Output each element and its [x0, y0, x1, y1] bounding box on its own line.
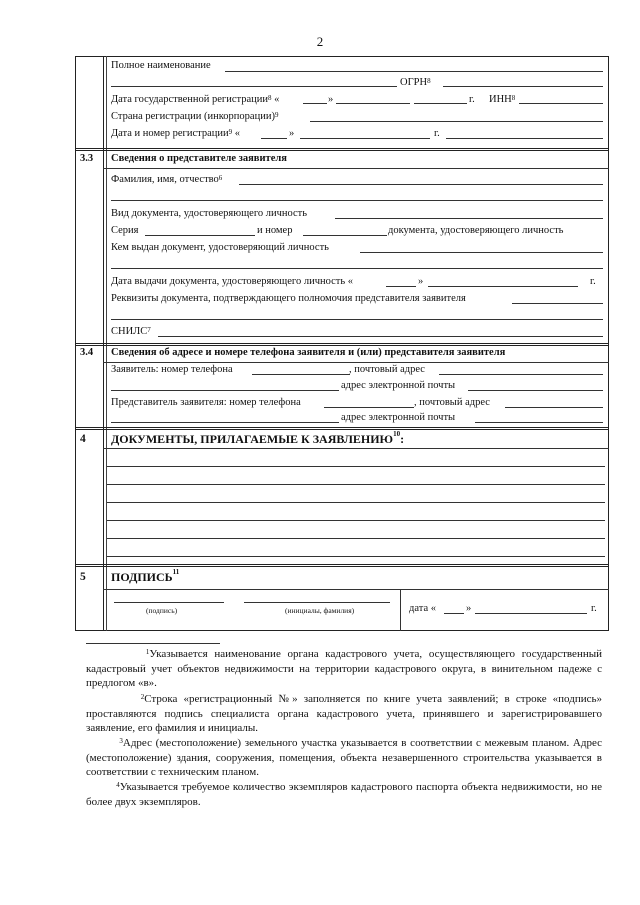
document-line-5[interactable]: [107, 538, 605, 539]
rep-phone-label: Представитель заявителя: номер телефона: [111, 397, 301, 408]
fio-field-2[interactable]: [111, 200, 603, 201]
section-title-representative: Сведения о представителе заявителя: [111, 153, 287, 164]
issue-date-label: Дата выдачи документа, удостоверяющего личность «: [111, 276, 354, 287]
full-name-line[interactable]: [225, 71, 603, 72]
footnote-4: $^4$Указывается требуемое количество экземпляров кадастрового паспорта объекта недвижимости, но не более двух экземпляров.: [86, 781, 603, 808]
applicant-email-field[interactable]: [468, 390, 603, 391]
section-number-3-3: 3.3: [80, 153, 94, 164]
number-field[interactable]: [303, 235, 387, 236]
date-day-field[interactable]: [444, 613, 464, 614]
ogrn-label: ОГРН$^8$: [400, 77, 431, 88]
doc-type-label: Вид документа, удостоверяющего личность: [111, 208, 308, 219]
section-divider: [75, 427, 609, 430]
reg-num-day-field[interactable]: [261, 138, 287, 139]
issue-date-day-field[interactable]: [386, 286, 416, 287]
authority-label: Реквизиты документа, подтверждающего полномочия представителя заявителя: [111, 293, 466, 304]
section-number-3-4: 3.4: [80, 347, 94, 358]
reg-num-label: Дата и номер регистрации$^9$ «: [111, 128, 241, 139]
reg-num-g: г.: [434, 128, 440, 139]
section-number-5: 5: [80, 571, 86, 583]
series-field[interactable]: [145, 235, 255, 236]
document-line-3[interactable]: [107, 502, 605, 503]
full-name-line-2[interactable]: [111, 86, 397, 87]
snils-field[interactable]: [158, 336, 603, 337]
snils-label: СНИЛС$^7$: [111, 326, 151, 337]
reg-num-date-field[interactable]: [300, 138, 430, 139]
full-name-label: Полное наименование: [111, 60, 211, 71]
issued-by-field-2[interactable]: [111, 268, 603, 269]
document-line-1[interactable]: [107, 466, 605, 467]
section-title-address: Сведения об адресе и номере телефона заявителя и (или) представителя заявителя: [111, 347, 506, 358]
document-line-2[interactable]: [107, 484, 605, 485]
inn-label: ИНН$^8$: [489, 94, 516, 105]
applicant-phone-label: Заявитель: номер телефона: [111, 364, 233, 375]
applicant-postal-field[interactable]: [439, 374, 603, 375]
applicant-postal-label: , почтовый адрес: [349, 364, 425, 375]
reg-num-number-field[interactable]: [446, 138, 603, 139]
series-label: Серия: [111, 225, 139, 236]
rep-email-field[interactable]: [475, 422, 603, 423]
fio-label: Фамилия, имя, отчество$^6$: [111, 174, 223, 185]
applicant-postal-field-2[interactable]: [111, 390, 339, 391]
section-title-documents: ДОКУМЕНТЫ, ПРИЛАГАЕМЫЕ К ЗАЯВЛЕНИЮ$^{10}$:: [111, 430, 405, 446]
date-label: дата «: [409, 603, 436, 614]
page-number: 2: [316, 34, 324, 49]
fio-field[interactable]: [239, 184, 603, 185]
rep-postal-label: , почтовый адрес: [414, 397, 490, 408]
reg-date-g: г.: [469, 94, 475, 105]
rep-postal-field-2[interactable]: [111, 422, 339, 423]
footnote-2: $^2$Строка «регистрационный №» заполняется по книге учета заявлений; в строке «подпись» проставляются подпись специалиста органа кадастрового учета, принявшего и зарегистрировавшего заявление, его фамилия и инициалы.: [86, 693, 603, 734]
reg-date-year-field[interactable]: [414, 103, 467, 104]
row-divider: [103, 168, 609, 169]
reg-date-label: Дата государственной регистрации$^8$ «: [111, 94, 280, 105]
date-close: »: [466, 603, 472, 614]
doc-type-field[interactable]: [335, 218, 603, 219]
section-divider: [75, 564, 609, 567]
authority-field-2[interactable]: [111, 319, 603, 320]
applicant-email-label: адрес электронной почты: [341, 380, 456, 391]
row-divider: [103, 589, 609, 590]
reg-date-day-field[interactable]: [303, 103, 327, 104]
initials-caption: (инициалы, фамилия): [285, 606, 355, 615]
date-g: г.: [591, 603, 597, 614]
authority-field[interactable]: [512, 303, 603, 304]
document-line-4[interactable]: [107, 520, 605, 521]
document-line-6[interactable]: [107, 556, 605, 557]
signature-date-divider: [400, 589, 401, 631]
ogrn-field[interactable]: [443, 86, 603, 87]
section-divider: [75, 148, 609, 151]
footnote-1: $^1$Указывается наименование органа кадастрового учета, осуществляющего государственный кадастровый учет объектов недвижимости на территории кадастрового округа, в винительном падеже с предлогом «в».: [86, 648, 602, 689]
rep-phone-field[interactable]: [324, 407, 414, 408]
issued-by-label: Кем выдан документ, удостоверяющий личность: [111, 242, 329, 253]
applicant-phone-field[interactable]: [252, 374, 350, 375]
country-field[interactable]: [310, 121, 603, 122]
country-label: Страна регистрации (инкорпорации)$^9$: [111, 111, 279, 122]
rep-postal-field[interactable]: [505, 407, 603, 408]
footnote-separator: [86, 643, 220, 644]
issue-date-close: »: [418, 276, 424, 287]
number-label: и номер: [257, 225, 293, 236]
section-title-signature: ПОДПИСЬ$^{11}$: [111, 568, 180, 584]
issue-date-field[interactable]: [428, 286, 578, 287]
section-number-4: 4: [80, 433, 86, 445]
date-field[interactable]: [475, 613, 587, 614]
reg-num-close: »: [289, 128, 295, 139]
signature-caption: (подпись): [146, 606, 178, 615]
issue-date-g: г.: [590, 276, 596, 287]
signature-field[interactable]: [114, 602, 224, 603]
initials-field[interactable]: [244, 602, 390, 603]
row-divider: [103, 362, 609, 363]
reg-date-month-field[interactable]: [336, 103, 410, 104]
inn-field[interactable]: [519, 103, 603, 104]
reg-date-close: »: [328, 94, 334, 105]
rep-email-label: адрес электронной почты: [341, 412, 456, 423]
issued-by-field[interactable]: [360, 252, 603, 253]
doc-tail-label: документа, удостоверяющего личность: [388, 225, 564, 236]
section-divider: [75, 343, 609, 346]
doc-row-divider: [103, 448, 609, 449]
footnote-3: $^3$Адрес (местоположение) земельного участка указывается в соответствии с межевым планом. Адрес (местоположение) здания, сооружения, помещения, объекта незавершенного строительства указывается в соответствии с техническим планом.: [86, 737, 603, 778]
